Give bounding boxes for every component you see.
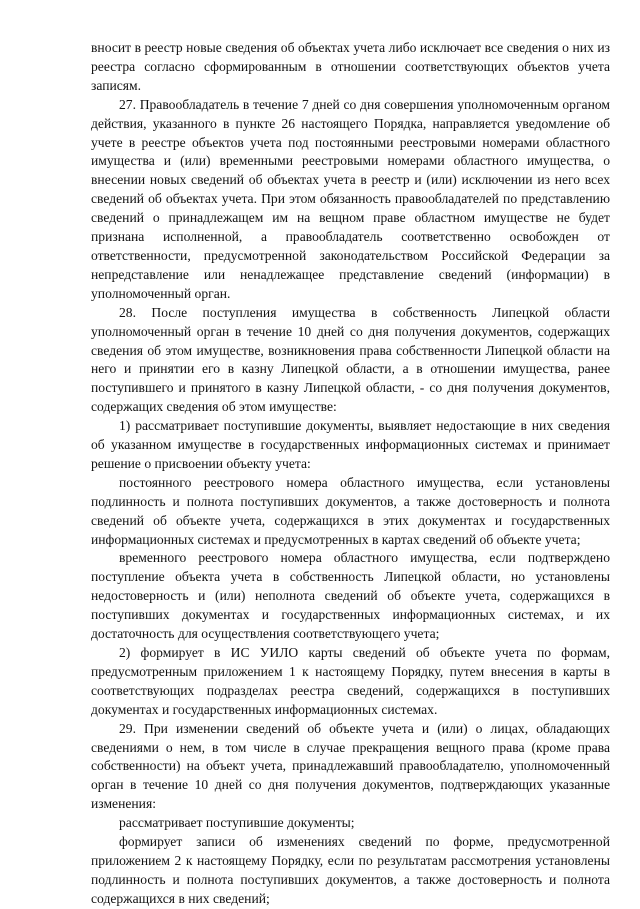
paragraph-28-item-2: 2) формирует в ИС УИЛО карты сведений об объекте учета по формам, предусмотренным приложением 1 к настоящему Порядку, путем внесения в карты в соответствующих подразделах реестра сведений, содержащихся в поступивших документах и государственных информационных системах. xyxy=(91,645,610,717)
paragraph-26-continuation: вносит в реестр новые сведения об объектах учета либо исключает все сведения о них из реестра согласно сформированным в отношении соответствующих объектов учета записям. xyxy=(91,40,610,93)
document-page xyxy=(91,39,610,909)
paragraph-29: 29. При изменении сведений об объекте учета и (или) о лицах, обладающих сведениями о нем, в том числе в случае прекращения вещного права (кроме права собственности) на объект учета, принадлежавший правообладателю, уполномоченный орган в течение 10 дней со дня получения документов, подтверждающих указанные изменения: xyxy=(91,720,610,812)
paragraph-27: 27. Правообладатель в течение 7 дней со дня совершения уполномоченным органом действия, указанного в пункте 26 настоящего Порядка, направляется уведомление об учете в реестре объектов учета под постоянными реестровыми номерами областного имущества и (или) временными реестровыми номерами областного имущества, о внесении новых сведений об объектах учета в реестр и (или) исключении из него всех сведений об объектах учета. При этом обязанность правообладателей по представлению сведений о принадлежащем им на вещном праве областном имуществе не будет признана исполненной, а правообладатель соответственно освобожден от ответственности, предусмотренной законодательством Российской Федерации за непредставление или ненадлежащее представление сведений (информации) в уполномоченный орган. xyxy=(91,96,610,301)
paragraph-28: 28. После поступления имущества в собственность Липецкой области уполномоченный орган в течение 10 дней со дня получения документов, содержащих сведения об этом имуществе, возникновения права собственности Липецкой области на него и принятии его в казну Липецкой области, а в отношении имущества, ранее поступившего и принятого в казну Липецкой области, - со дня получения документов, содержащих сведения об этом имуществе: xyxy=(91,304,610,415)
paragraph-29-review: рассматривает поступившие документы; xyxy=(119,815,355,831)
paragraph-29-records: формирует записи об изменениях сведений по форме, предусмотренной приложением 2 к настоящему Порядку, если по результатам рассмотрения установлены подлинность и полнота поступивших документов, а также достоверность и полнота содержащихся в них сведений; xyxy=(91,834,610,906)
paragraph-28-item-1: 1) рассматривает поступившие документы, выявляет недостающие в них сведения об указанном имуществе в государственных информационных системах и принимает решение о присвоении объекту учета: xyxy=(91,418,610,471)
paragraph-28-item-1-permanent-number: постоянного реестрового номера областного имущества, если установлены подлинность и полнота поступивших документов, а также достоверность и полнота сведений об объекте учета, содержащихся в этих документах и государственных информационных системах и предусмотренных в картах сведений об объекте учета; xyxy=(91,474,610,547)
paragraph-28-item-1-temporary-number: временного реестрового номера областного имущества, если подтверждено поступление объекта учета в собственность Липецкой области, но установлены недостоверность и (или) неполнота сведений об объекте учета, содержащихся в поступивших документах и государственных информационных системах, и их достаточность для осуществления соответствующего учета; xyxy=(91,550,610,642)
